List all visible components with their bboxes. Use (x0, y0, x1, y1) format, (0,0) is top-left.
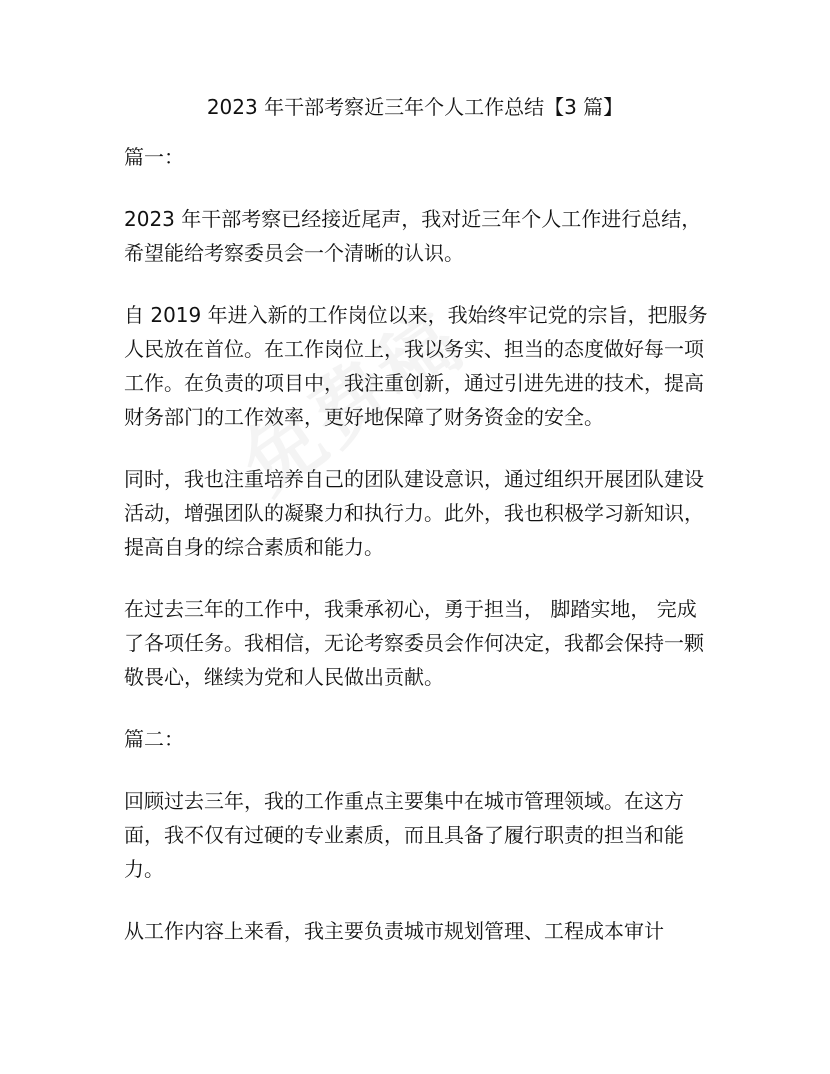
document-title: 2023 年干部考察近三年个人工作总结【3 篇】 (206, 95, 624, 119)
paragraph: 在过去三年的工作中，我秉承初心，勇于担当， 脚踏实地， 完成了各项任务。我相信，无论考察委员会作何决定，我都会保持一颗敬畏心，继续为党和人民做出贡献。 (124, 597, 704, 689)
paragraph: 2023 年干部考察已经接近尾声，我对近三年个人工作进行总结，希望能给考察委员会一个清晰的认识。 (124, 207, 702, 265)
paragraph: 从工作内容上来看，我主要负责城市规划管理、工程成本审计 (124, 919, 664, 943)
paragraph: 同时，我也注重培养自己的团队建设意识，通过组织开展团队建设活动，增强团队的凝聚力和执行力。此外，我也积极学习新知识，提高自身的综合素质和能力。 (124, 467, 704, 559)
paragraph: 回顾过去三年，我的工作重点主要集中在城市管理领域。在这方面，我不仅有过硬的专业素质，而且具备了履行职责的担当和能力。 (124, 789, 684, 881)
section-label-1: 篇一： (124, 145, 184, 169)
section-label-2: 篇二： (124, 727, 184, 751)
paragraph: 自 2019 年进入新的工作岗位以来，我始终牢记党的宗旨，把服务人民放在首位。在工作岗位上，我以务实、担当的态度做好每一项工作。在负责的项目中，我注重创新，通过引进先进的技术，提高财务部门的工作效率，更好地保障了财务资金的安全。 (124, 303, 708, 429)
document-body (124, 140, 714, 976)
